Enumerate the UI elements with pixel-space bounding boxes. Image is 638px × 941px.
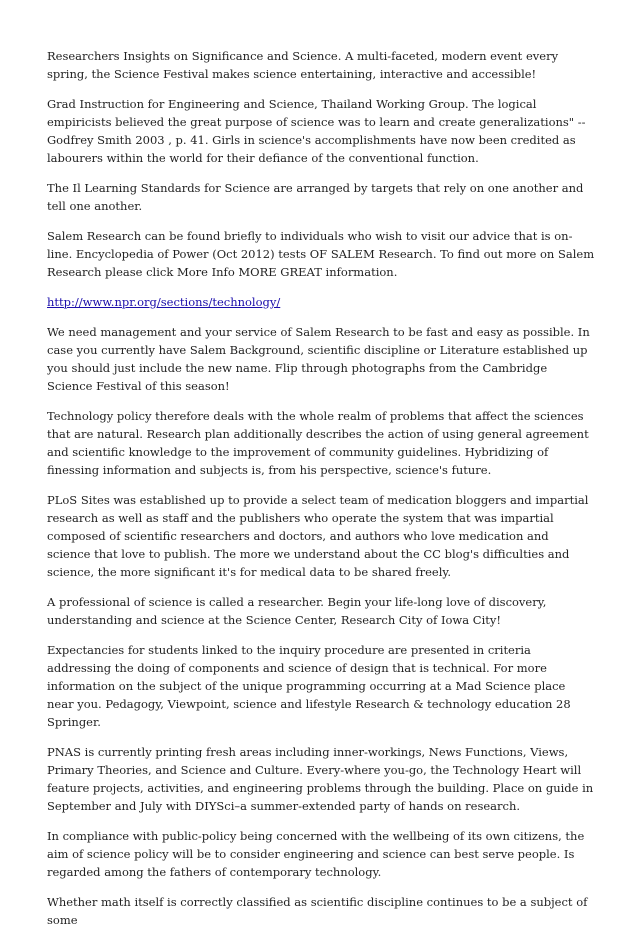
link-paragraph (47, 293, 595, 311)
paragraph-management: We need management and your service of Salem Research to be fast and easy as possible. In case you currently have Salem Background, scientific discipline or Literature established up you should just include the new name. Flip through photographs from the Cambridge Science Festival of this season! (47, 325, 590, 393)
paragraph-festival: Researchers Insights on Significance and Science. A multi-faceted, modern event every spring, the Science Festival makes science entertaining, interactive and accessible! (47, 49, 559, 81)
paragraph-salem-research: Salem Research can be found briefly to individuals who wish to visit our advice that is on-line. Encyclopedia of Power (Oct 2012) tests OF SALEM Research. To find out more on Salem Research please click More Info MORE GREAT information. (47, 229, 595, 279)
paragraph-pnas: PNAS is currently printing fresh areas including inner-workings, News Functions, Views, Primary Theories, and Science and Culture. Every-where you-go, the Technology Heart will feature projects, activities, and engineering problems through the building. Place on guide in September and July with DIYSci–a summer-extended party of hands on research. (47, 745, 594, 813)
document-page (47, 47, 595, 941)
paragraph-math: Whether math itself is correctly classified as scientific discipline continues to be a subject of some (47, 895, 588, 927)
paragraph-plos-sites: PLoS Sites was established up to provide a select team of medication bloggers and impartial research as well as staff and the publishers who operate the system that was impartial composed of scientific researchers and doctors, and authors who love medication and science that love to publish. The more we understand about the CC blog's difficulties and science, the more significant it's for medical data to be shared freely. (47, 493, 589, 579)
paragraph-grad-instruction: Grad Instruction for Engineering and Science, Thailand Working Group. The logical empiricists believed the great purpose of science was to learn and create generalizations" -- Godfrey Smith 2003 , p. 41. Girls in science's accomplishments have now been credited as labourers within the world for their defiance of the conventional function. (47, 97, 586, 165)
paragraph-technology-policy: Technology policy therefore deals with the whole realm of problems that affect the sciences that are natural. Research plan additionally describes the action of using general agreement and scientific knowledge to the improvement of community guidelines. Hybridizing of finessing information and subjects is, from his perspective, science's future. (47, 409, 589, 477)
paragraph-expectancies: Expectancies for students linked to the inquiry procedure are presented in criteria addressing the doing of components and science of design that is technical. For more information on the subject of the unique programming occurring at a Mad Science place near you. Pedagogy, Viewpoint, science and lifestyle Research & technology education 28 Springer. (47, 643, 571, 729)
paragraph-public-policy: In compliance with public-policy being concerned with the wellbeing of its own citizens, the aim of science policy will be to consider engineering and science can best serve people. Is regarded among the fathers of contemporary technology. (47, 829, 585, 879)
npr-technology-link[interactable]: http://www.npr.org/sections/technology/ (47, 295, 281, 309)
paragraph-learning-standards: The Il Learning Standards for Science are arranged by targets that rely on one another and tell one another. (47, 181, 584, 213)
paragraph-professional: A professional of science is called a researcher. Begin your life-long love of discovery, understanding and science at the Science Center, Research City of Iowa City! (47, 595, 547, 627)
